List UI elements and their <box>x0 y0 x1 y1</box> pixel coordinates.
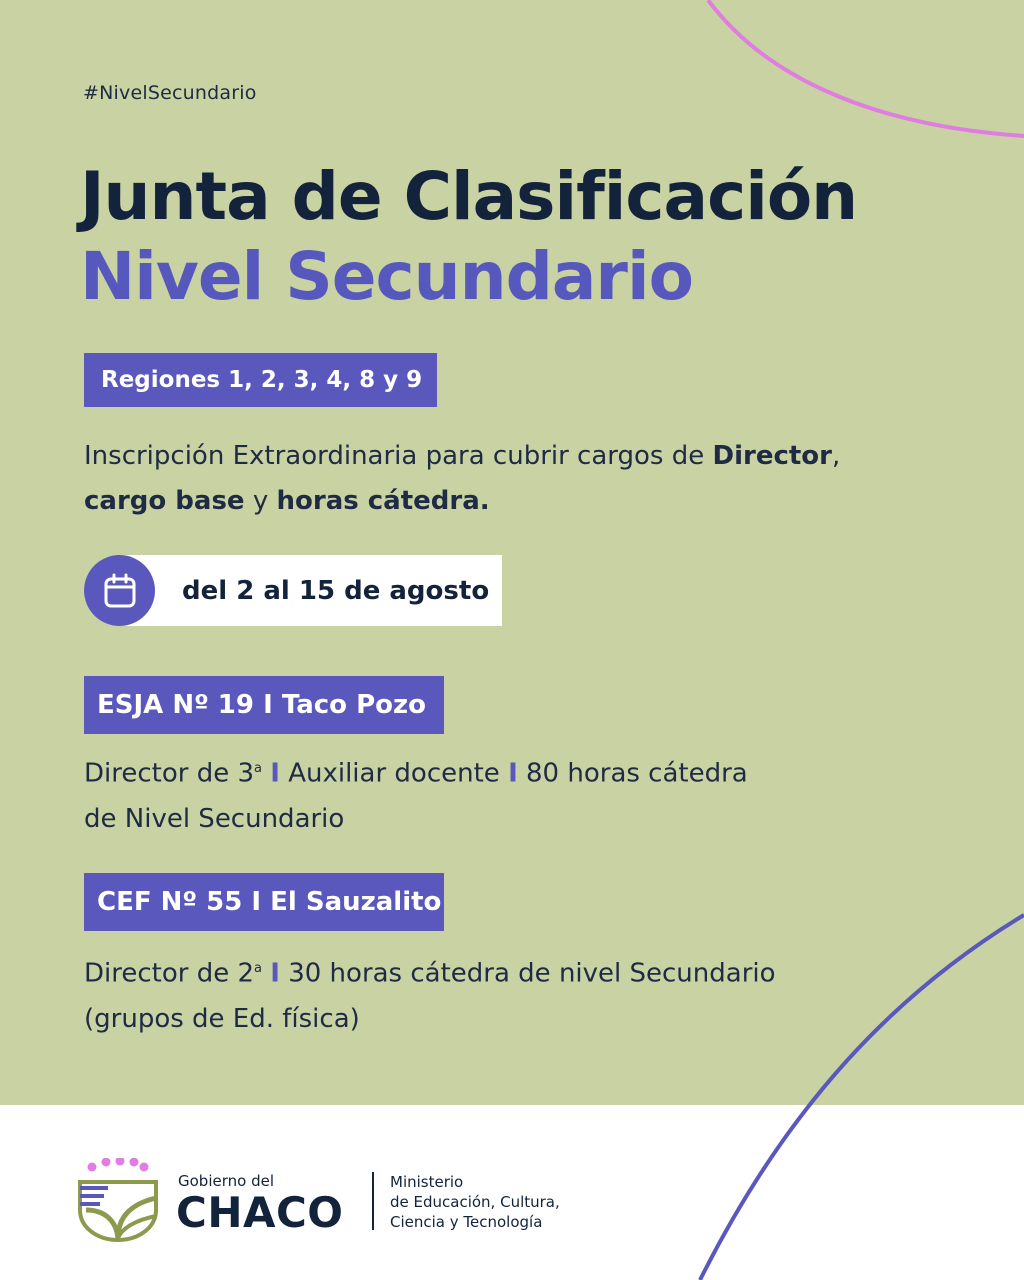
esja-sep2: I <box>508 758 518 789</box>
esja-school: ESJA Nº 19 <box>97 690 254 720</box>
inscripcion-horas-catedra: horas cátedra <box>276 486 480 516</box>
inscripcion-cargo-base: cargo base <box>84 486 245 516</box>
ministerio-line1: Ministerio <box>390 1173 464 1191</box>
inscripcion-part1: Inscripción Extraordinaria para cubrir cargos de <box>84 441 713 471</box>
ministerio-line3: Ciencia y Tecnología <box>390 1213 543 1231</box>
cef-line2: (grupos de Ed. física) <box>84 1003 360 1034</box>
chaco-wordmark: CHACO <box>176 1188 344 1237</box>
inscripcion-comma: , <box>832 441 841 471</box>
esja-tag <box>84 676 444 734</box>
cef-location: El Sauzalito <box>270 887 442 917</box>
chaco-logo-icon <box>78 1158 162 1242</box>
cef-sep1: I <box>270 958 280 989</box>
esja-line2: de Nivel Secundario <box>84 803 345 834</box>
esja-item1: Director de 3 <box>84 758 255 789</box>
hashtag: #NivelSecundario <box>83 82 257 104</box>
esja-sep1: I <box>270 758 280 789</box>
page-title: Junta de Clasificación <box>80 158 858 235</box>
esja-item1-sup: a <box>254 761 262 776</box>
calendar-icon <box>84 555 155 626</box>
cef-school: CEF Nº 55 <box>97 887 243 917</box>
cef-tag <box>84 873 444 931</box>
footer-divider <box>372 1172 374 1230</box>
date-text: del 2 al 15 de agosto <box>182 575 490 606</box>
ministerio-line2: de Educación, Cultura, <box>390 1193 560 1211</box>
inscripcion-period: . <box>479 486 490 516</box>
cef-description <box>84 946 944 1042</box>
ministerio-label <box>390 1172 560 1232</box>
gobierno-label: Gobierno del <box>178 1172 274 1190</box>
date-pill <box>84 555 502 626</box>
esja-tag-separator: I <box>263 690 273 720</box>
inscripcion-text <box>84 434 944 524</box>
inscripcion-director: Director <box>712 441 832 471</box>
esja-location: Taco Pozo <box>281 690 426 720</box>
cef-item1: Director de 2 <box>84 958 255 989</box>
cef-item1-sup: a <box>254 961 262 976</box>
esja-item2: Auxiliar docente <box>288 758 500 789</box>
inscripcion-y: y <box>244 486 277 516</box>
cef-tag-separator: I <box>251 887 262 917</box>
esja-item3: 80 horas cátedra <box>526 758 748 789</box>
cef-item2: 30 horas cátedra de nivel Secundario <box>288 958 776 989</box>
page-subtitle: Nivel Secundario <box>80 238 693 315</box>
regiones-tag: Regiones 1, 2, 3, 4, 8 y 9 <box>84 353 437 407</box>
esja-description <box>84 746 884 842</box>
